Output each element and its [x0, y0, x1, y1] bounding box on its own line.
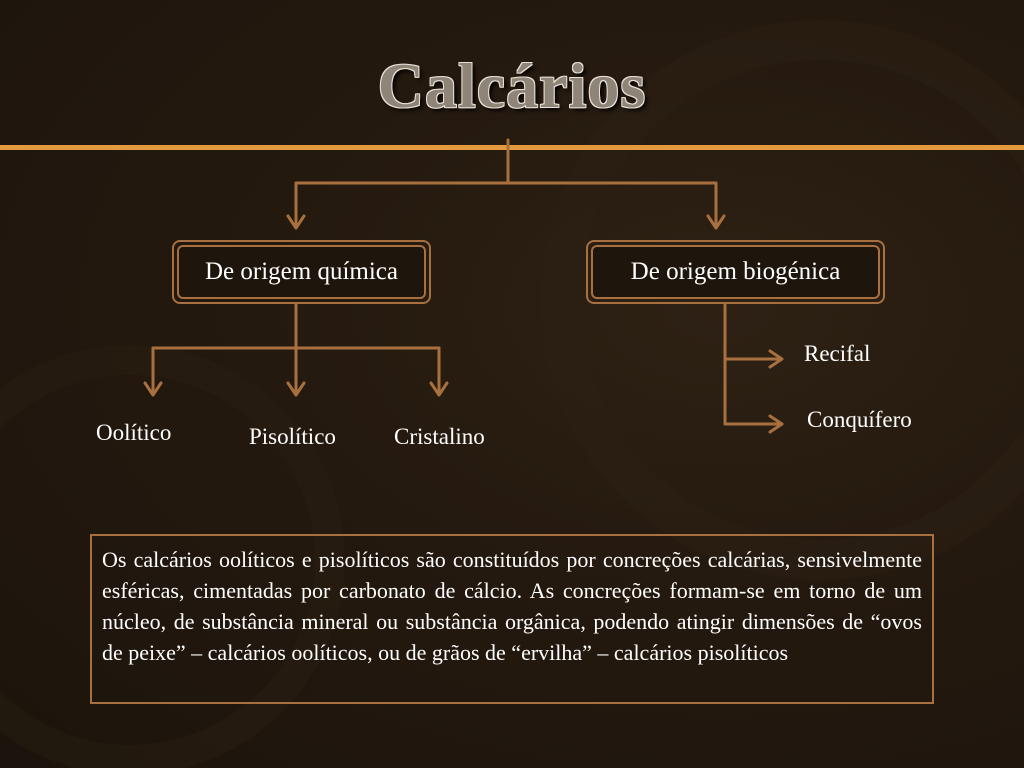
box-origem-quimica-label: De origem química	[177, 245, 426, 299]
description-box	[90, 534, 934, 704]
arrow-to-cristalino	[431, 348, 447, 395]
box-origem-quimica	[172, 240, 431, 304]
slide-title: Calcários	[377, 50, 647, 121]
box-origem-biogenica	[586, 240, 885, 304]
leaf-oolitico: Oolítico	[96, 420, 172, 445]
arrow-to-biogenica	[708, 183, 724, 228]
arrow-to-conquifero	[725, 416, 782, 432]
leaf-conquifero: Conquífero	[807, 407, 912, 432]
leaf-recifal: Recifal	[804, 341, 871, 366]
arrow-to-pisolitico	[288, 348, 304, 395]
leaf-cristalino: Cristalino	[394, 424, 485, 449]
description-text: Os calcários oolíticos e pisolíticos são constituídos por concreções calcárias, sensivelmente esféricas, cimentadas por carbonato de cálcio. As concreções formam-se em torno de um núcleo, de substância mineral ou substância orgânica, podendo atingir dimensões de “ovos de peixe” – calcários oolíticos, ou de grãos de “ervilha” – calcários pisolíticos	[102, 547, 922, 665]
arrow-to-quimica	[288, 183, 304, 228]
arrow-to-oolitico	[145, 348, 161, 395]
leaf-pisolitico: Pisolítico	[249, 424, 336, 449]
box-origem-biogenica-label: De origem biogénica	[591, 245, 880, 299]
arrow-to-recifal	[725, 351, 782, 367]
